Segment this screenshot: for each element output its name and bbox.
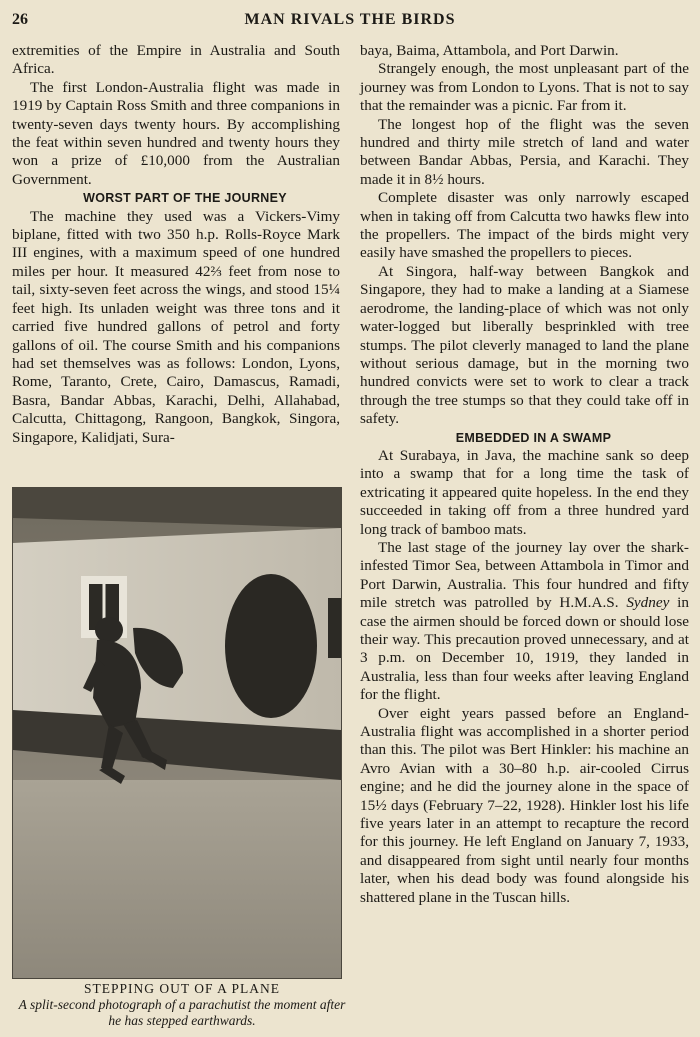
paragraph: baya, Baima, Attambola, and Port Darwin.: [360, 42, 619, 59]
photo-illustration: [13, 488, 341, 978]
paragraph: extremities of the Empire in Australia and South Africa.: [12, 42, 340, 78]
left-column: [12, 42, 340, 447]
paragraph: Strangely enough, the most unpleasant part of the journey was from London to Lyons. That is not to say that the remainder was a picnic. Far from it.: [360, 60, 689, 115]
paragraph-text: in case the airmen should be forced down or should lose their way. This precaution proved unnecessary, and at 3 p.m. on December 10, 1919, they landed in Australia, less than four weeks after leaving England for the flight.: [360, 594, 689, 704]
paragraph: At Singora, half-way between Bangkok and Singapore, they had to make a landing at a Siamese aerodrome, the landing-place of which was not only water-logged but liberally besprinkled with tree stumps. The pilot cleverly managed to land the plane without serious damage, but in the morning two hundred convicts were set to work to clear a track through the tree stumps so that they could take off in safety.: [360, 262, 689, 428]
section-heading: WORST PART OF THE JOURNEY: [83, 191, 287, 206]
section-heading: EMBEDDED IN A SWAMP: [455, 430, 612, 445]
paragraph: [360, 539, 689, 705]
running-title: MAN RIVALS THE BIRDS: [244, 11, 456, 28]
paragraph: The first London-Australia flight was made in 1919 by Captain Ross Smith and three companions in twenty-seven days twenty hours. By accomplishing the feat within seven hundred and twenty hours they won a prize of £10,000 from the Australian Government.: [12, 78, 340, 188]
caption-text: A split-second photograph of a parachutist the moment after he has stepped earthwards.: [18, 997, 346, 1028]
page-header: [12, 9, 688, 35]
parachutist-photo: [12, 487, 342, 979]
photo-caption: [12, 981, 352, 1029]
caption-title: STEPPING OUT OF A PLANE: [83, 981, 281, 996]
paragraph: The machine they used was a Vickers-Vimy biplane, fitted with two 350 h.p. Rolls-Royce Mark III engines, with a maximum speed of one hundred miles per hour. It measured 42⅔ feet from nose to tail, sixty-seven feet across the wings, and stood 15¼ feet high. Its unladen weight was three tons and it carried five hundred gallons of petrol and forty gallons of oil. The course Smith and his companions had set themselves was as follows: London, Lyons, Rome, Taranto, Crete, Cairo, Damascus, Ramadi, Basra, Bandar Abbas, Karachi, Delhi, Allahabad, Calcutta, Chittagong, Rangoon, Bangkok, Singora, Singapore, Kalidjati, Sura-: [12, 207, 340, 446]
paragraph-text: The last stage of the journey lay over the shark-infested Timor Sea, between Attambola in Timor and Port Darwin, Australia. This four hundred and fifty mile stretch was patrolled by H.M.A.S.: [360, 538, 689, 612]
paragraph: The longest hop of the flight was the seven hundred and thirty mile stretch of land and water between Bandar Abbas, Persia, and Karachi. They made it in 8½ hours.: [360, 115, 689, 188]
paragraph: Complete disaster was only narrowly escaped when in taking off from Calcutta two hawks flew into the propellers. The impact of the birds might very easily have smashed the propellers to pieces.: [360, 189, 689, 262]
page-number: 26: [12, 11, 28, 28]
right-column: [360, 42, 689, 907]
ship-name: Sydney: [626, 594, 670, 612]
paragraph: At Surabaya, in Java, the machine sank so deep into a swamp that for a long time the task of extricating it appeared quite hopeless. In the end they succeeded in taking off from a three hundred yard long track of bamboo mats.: [360, 446, 689, 538]
paragraph: Over eight years passed before an England-Australia flight was accomplished in a shorter period than this. The pilot was Bert Hinkler: his machine an Avro Avian with a 30–80 h.p. air-cooled Cirrus engine; and he did the journey alone in the space of 15½ days (February 7–22, 1928). Hinkler lost his life five years later in an attempt to recapture the record for this journey. He left England on January 7, 1933, and disappeared from sight until nearly four months later, when his dead body was found alongside his shattered plane in the Tuscan hills.: [360, 704, 689, 906]
